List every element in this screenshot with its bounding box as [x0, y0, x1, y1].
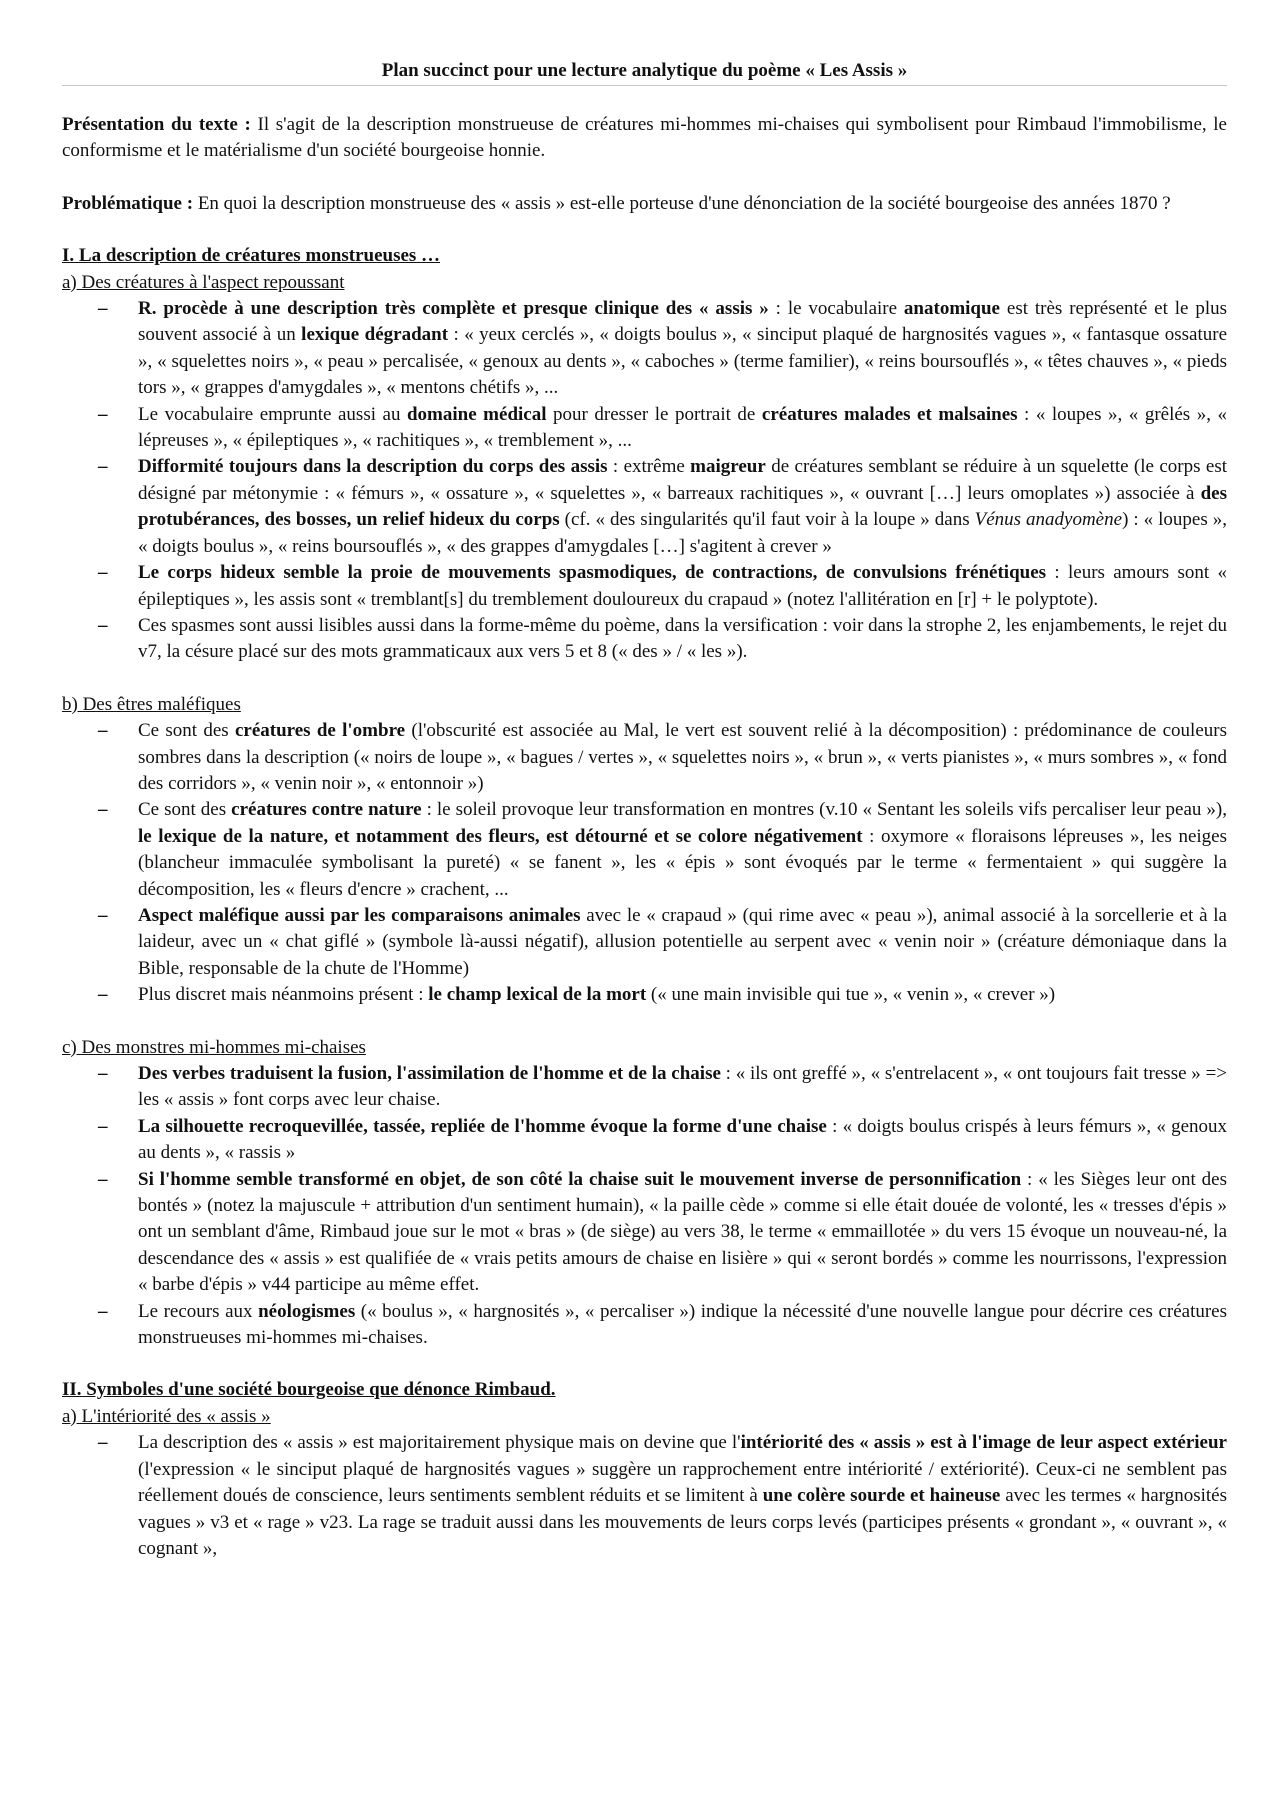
text-run: Le recours aux [138, 1300, 259, 1322]
text-run: Ces spasmes sont aussi lisibles aussi dans la forme-même du poème, dans la versification : voir dans la strophe 2, les enjambements, le rejet du v7, la césure placé sur des mots grammaticaux aux vers 5 et 8 (« des » / « les »). [138, 614, 1227, 663]
text-run: : « ils ont greffé », « s'entrelacent », « ont toujours fait tresse » => les « assis » font corps avec leur chaise. [138, 1063, 1227, 1111]
list-item [138, 454, 1227, 560]
bold-text: Difformité toujours dans la description du corps des assis [138, 456, 608, 478]
text-run: La description des « assis » est majoritairement physique mais on devine que l' [138, 1432, 741, 1454]
text-run: : oxymore « floraisons lépreuses », les neiges (blancheur immaculée symbolisant la pureté) « se fanent », les « épis » sont évoqués par le terme « fermentaient » qui suggère la décomposition, les « fleurs d'encre » crachent, ... [138, 825, 1227, 900]
bold-text: Si l'homme semble transformé en objet, de son côté la chaise suit le mouvement inverse de personnification [138, 1168, 1022, 1190]
text-run: (l'obscurité est associée au Mal, le vert est souvent relié à la décomposition) : prédominance de couleurs sombres dans la description (« noirs de loupe », « bagues / vertes », « squelettes noirs », « brun », « verts pianistes », « murs sombres », « fond des corridors », « venin noir », « entonnoir ») [138, 720, 1227, 794]
bold-text: domaine médical [406, 403, 547, 425]
section-heading: II. Symboles d'une société bourgeoise que dénonce Rimbaud. [62, 1379, 556, 1401]
text-run: (cf. « des singularités qu'il faut voir à la loupe » dans [559, 509, 975, 531]
text-run: (« boulus », « hargnosités », « percaliser ») indique la nécessité d'une nouvelle langue pour décrire ces créatures monstrueuses mi-hommes mi-chaises. [138, 1300, 1228, 1349]
bold-text: Le corps hideux semble la proie de mouvements spasmodiques, de contractions, de convulsions frénétiques [138, 562, 1047, 584]
list-item [138, 1299, 1227, 1352]
subsection-title: a) L'intériorité des « assis » [62, 1405, 271, 1427]
bold-text: une colère sourde et haineuse [762, 1485, 1001, 1507]
list-item [138, 560, 1227, 613]
list-item [138, 1167, 1227, 1299]
text-run: Plus discret mais néanmoins présent : [138, 984, 429, 1006]
bold-text: Aspect maléfique aussi par les comparaisons animales [138, 904, 581, 926]
text-run: avec les termes « hargnosités vagues » v3 et « rage » v23. La rage se traduit aussi dans les mouvements de leurs corps levés (participes présents « grondant », « ouvrant », « cognant », [138, 1485, 1227, 1559]
text-run: (« une main invisible qui tue », « venin », « crever ») [646, 984, 1056, 1006]
bold-text: anatomique [903, 298, 1000, 320]
text-run: Ce sont des [138, 720, 235, 742]
list-item [138, 718, 1227, 797]
bold-text: intériorité des « assis » est à l'image de leur aspect extérieur [740, 1432, 1227, 1454]
text-run: : « doigts boulus crispés à leurs fémurs », « genoux au dents », « rassis » [138, 1115, 1227, 1164]
bold-text: R. procède à une description très complète et presque clinique des « assis » [138, 298, 769, 320]
bullet-list [62, 296, 1227, 666]
bullet-list [62, 1061, 1227, 1351]
list-item [138, 1061, 1227, 1114]
list-item [138, 982, 1227, 1008]
list-item [138, 613, 1227, 666]
list-item [138, 402, 1227, 455]
bold-text: néologismes [258, 1300, 356, 1322]
bold-text: créatures contre nature [231, 799, 422, 821]
text-run: de créatures semblant se réduire à un squelette (le corps est désigné par métonymie : « fémurs », « ossature », « squelettes », « barreaux rachitiques », « ouvrant […] leurs omoplates ») associée à [138, 456, 1228, 504]
list-item [138, 1430, 1227, 1562]
subsection-title: b) Des êtres maléfiques [62, 693, 241, 715]
bold-text: créatures malades et malsaines [761, 403, 1018, 425]
bullet-list [62, 1430, 1227, 1562]
problematique-paragraph [62, 191, 1227, 217]
text-run: (l'expression « le sinciput plaqué de hargnosités vagues » suggère un rapprochement entre intériorité / extériorité). Ceux-ci ne semblent pas réellement doués de conscience, leurs sentiments semblent réduits et se limitent à [138, 1458, 1227, 1507]
bold-text: créatures de l'ombre [234, 720, 406, 742]
list-item [138, 1114, 1227, 1167]
presentation-text: Il s'agit de la description monstrueuse de créatures mi-hommes mi-chaises qui symbolisent pour Rimbaud l'immobilisme, le conformisme et le matérialisme d'un société bourgeoise honnie. [62, 114, 1227, 162]
text-run: ) : « loupes », « doigts boulus », « reins boursouflés », « des grappes d'amygdales […] s'agitent à crever » [138, 509, 1227, 557]
text-run: : le soleil provoque leur transformation en montres (v.10 « Sentant les soleils vifs percaliser leur peau »), [421, 799, 1228, 821]
text-run: Ce sont des [138, 799, 232, 821]
document-title: Plan succinct pour une lecture analytique du poème « Les Assis » [62, 58, 1227, 86]
problematique-text: En quoi la description monstrueuse des « assis » est-elle porteuse d'une dénonciation de la société bourgeoise des années 1870 ? [193, 192, 1171, 214]
bold-text: des protubérances, des bosses, un relief hideux du corps [138, 482, 1227, 531]
bold-text: Des verbes traduisent la fusion, l'assimilation de l'homme et de la chaise [138, 1063, 721, 1084]
text-run: pour dresser le portrait de [546, 403, 762, 425]
text-run: : leurs amours sont « épileptiques », les assis sont « tremblant[s] du tremblement douloureux du crapaud » (notez l'allitération en [r] + le polyptote). [138, 562, 1227, 610]
text-run: : « loupes », « grêlés », « lépreuses », « épileptiques », « rachitiques », « tremblement », ... [138, 403, 1227, 452]
bullet-list [62, 718, 1227, 1008]
bold-text: maigreur [690, 456, 766, 478]
bold-text: le lexique de la nature, et notamment des fleurs, est détourné et se colore négativement [138, 825, 863, 847]
text-run: avec le « crapaud » (qui rime avec « peau »), animal associé à la sorcellerie et à la laideur, avec un « chat giflé » (symbole là-aussi négatif), allusion potentielle au serpent avec « venin noir » (créature démoniaque dans la Bible, responsable de la chute de l'Homme) [138, 904, 1227, 979]
list-item [138, 797, 1227, 903]
text-run: Le vocabulaire emprunte aussi au [138, 403, 407, 425]
subsection-title: a) Des créatures à l'aspect repoussant [62, 271, 345, 293]
text-run: : extrême [607, 456, 691, 478]
text-run: : « les Sièges leur ont des bontés » (notez la majuscule + attribution d'un sentiment humain), « la paille cède » comme si elle était douée de volonté, les « tresses d'épis » ont un semblant d'âme, Rimbaud joue sur le mot « bras » (de siège) au vers 38, le terme « emmaillotée » du vers 15 évoque un nouveau-né, la descendance des « assis » est qualifiée de « vrais petits amours de chaise en lisière » qui « seront bordés » comme les nourrissons, l'expression « barbe d'épis » v44 participe au même effet. [138, 1168, 1227, 1296]
section-heading: I. La description de créatures monstrueuses … [62, 245, 441, 267]
italic-text: Vénus anadyomène [974, 509, 1123, 531]
bold-text: le champ lexical de la mort [428, 984, 647, 1006]
subsection-title: c) Des monstres mi-hommes mi-chaises [62, 1036, 366, 1058]
text-run: : le vocabulaire [768, 298, 904, 320]
presentation-paragraph [62, 112, 1227, 165]
text-run: : « yeux cerclés », « doigts boulus », « sinciput plaqué de hargnosités vagues », « fantasque ossature », « squelettes noirs », « peau » percalisée, « genoux au dents », « caboches » (terme familier), « reins boursouflés », « têtes chauves », « pieds tors », « grappes d'amygdales », « mentons chétifs », ... [138, 324, 1228, 399]
presentation-label: Présentation du texte : [62, 114, 251, 135]
bold-text: lexique dégradant [301, 324, 449, 346]
problematique-label: Problématique : [62, 192, 194, 214]
bold-text: La silhouette recroquevillée, tassée, repliée de l'homme évoque la forme d'une chaise [138, 1115, 827, 1137]
list-item [138, 296, 1227, 402]
list-item [138, 903, 1227, 982]
text-run: est très représenté et le plus souvent associé à un [138, 298, 1227, 346]
